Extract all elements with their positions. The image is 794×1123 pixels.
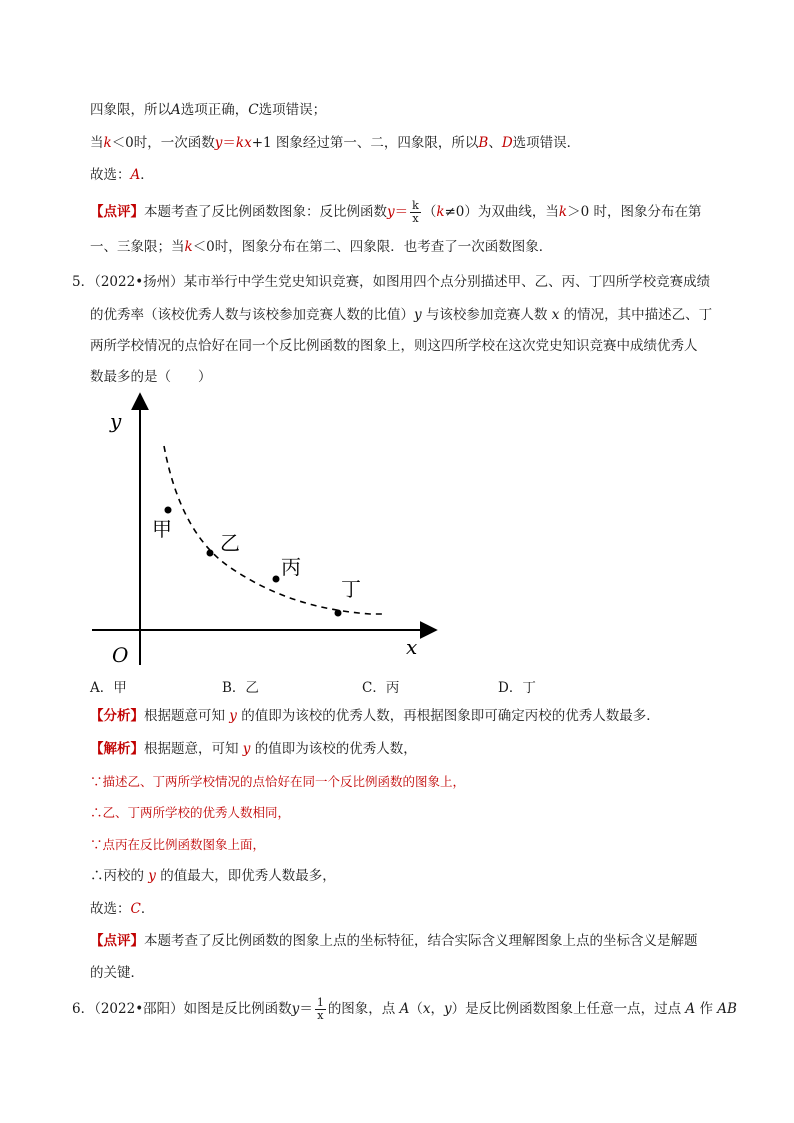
question-5-line (90, 337, 698, 355)
var-A: A (681, 1001, 700, 1017)
analysis-line (90, 707, 660, 725)
text: ∴乙、丁两所学校的优秀人数相同， (90, 805, 291, 820)
var-y: y (414, 307, 422, 323)
question-5-line (72, 273, 710, 291)
text: （ (409, 1001, 423, 1017)
text: 故选： (90, 167, 131, 183)
text: ∵描述乙、丁两所学校情况的点恰好在同一个反比例函数的图象上， (90, 774, 466, 789)
text: 数最多的是（ ） (90, 369, 212, 385)
text: 本题考查了反比例函数图象：反比例函数 (144, 204, 387, 220)
var-x: x (547, 307, 564, 323)
text: 本题考查了反比例函数的图象上点的坐标特征，结合实际含义理解图象上点的坐标含义是解题 (144, 933, 698, 949)
point-yi (207, 550, 214, 557)
origin-label: O (112, 643, 129, 667)
text: 的值即为该校的优秀人数， (254, 741, 417, 757)
text: 作 (699, 1001, 713, 1017)
text-line (90, 166, 154, 184)
var-kx: kx (235, 135, 252, 151)
option-c[interactable]: C．丙 (362, 680, 400, 696)
var-k: k (103, 135, 112, 151)
fraction (315, 997, 326, 1022)
var-y: y (214, 135, 223, 151)
solution-step (90, 836, 265, 854)
var-A: A (395, 1001, 410, 1017)
question-6-line (72, 997, 737, 1022)
fraction-den: x (412, 212, 419, 225)
text: 选项正确， (180, 102, 249, 118)
tag-dianping: 【点评】 (90, 933, 144, 949)
text: +1 图象经过第一、二，四象限，所以 (251, 135, 479, 151)
point-bing (273, 576, 280, 583)
label-jia: 甲 (152, 517, 172, 541)
option-a[interactable]: A．甲 (90, 680, 127, 696)
label-yi: 乙 (220, 531, 240, 555)
var-y: y (291, 1001, 300, 1017)
var-C: C (248, 102, 259, 118)
var-k: k (436, 204, 445, 220)
solution-line (90, 740, 417, 758)
fraction (410, 200, 421, 225)
text: 的值最大，即优秀人数最多， (160, 868, 336, 884)
var-y: y (387, 204, 395, 220)
text: 两所学校情况的点恰好在同一个反比例函数的图象上，则这四所学校在这次党史知识竞赛中成绩优秀人 (90, 338, 698, 354)
y-axis-label: y (110, 409, 122, 433)
text: ）是反比例函数图象上任意一点，过点 (451, 1001, 682, 1017)
text: ． (140, 167, 154, 183)
text: 的情况，其中描述乙、丁 (563, 307, 713, 323)
text-line (90, 101, 326, 119)
var-y: y (144, 868, 161, 884)
solution-step (90, 773, 465, 791)
text: 与该校参加竞赛人数 (421, 307, 548, 323)
var-x: x (422, 1001, 431, 1017)
text: ＜0时，一次函数 (111, 135, 215, 151)
text: 的图象，点 (327, 1001, 396, 1017)
text: ≠0）为双曲线，当 (444, 204, 559, 220)
text: 根据题意，可知 (144, 741, 239, 757)
text: 四象限，所以 (90, 102, 171, 118)
comment-line (90, 932, 698, 950)
text: 当 (90, 135, 104, 151)
tag-jiexi: 【解析】 (90, 741, 144, 757)
text: ＝ (394, 204, 409, 220)
tag-dianping: 【点评】 (90, 204, 144, 220)
comment-line (90, 200, 701, 225)
var-A: A (171, 102, 181, 118)
text-line (90, 238, 552, 256)
var-AB: AB (712, 1001, 737, 1017)
var-k: k (184, 239, 193, 255)
text: 的关键． (90, 965, 144, 981)
var-B: B (478, 135, 489, 151)
text: 5．（2022•扬州）某市举行中学生党史知识竞赛，如图用四个点分别描述甲、乙、丙、丁四所学校竞赛成绩 (72, 274, 711, 290)
option-d[interactable]: D．丁 (498, 680, 536, 696)
text: 一、三象限；当 (90, 239, 185, 255)
var-y: y (238, 741, 255, 757)
text-line (90, 134, 580, 152)
fraction-den: x (317, 1009, 324, 1022)
var-y: y (443, 1001, 452, 1017)
inverse-proportion-graph (80, 390, 450, 675)
var-A: A (130, 167, 141, 183)
solution-step (90, 867, 336, 885)
text: 、 (488, 135, 502, 151)
text: 的值即为该校的优秀人数，再根据图象即可确定丙校的优秀人数最多． (241, 708, 660, 724)
label-bing: 丙 (281, 555, 301, 579)
text: ， (430, 1001, 444, 1017)
text: 根据题意可知 (144, 708, 225, 724)
point-ding (335, 610, 342, 617)
text: （ (422, 204, 437, 220)
text: ∴丙校的 (90, 868, 144, 884)
text: 故选： (90, 901, 131, 917)
label-ding: 丁 (341, 577, 361, 601)
var-k: k (558, 204, 568, 220)
var-D: D (501, 135, 513, 151)
var-y: y (225, 708, 242, 724)
var-C: C (130, 901, 141, 917)
comment-line (90, 964, 144, 982)
text: 6．（2022•邵阳）如图是反比例函数 (72, 1001, 292, 1017)
x-axis-label: x (406, 635, 418, 659)
text: 选项错误． (512, 135, 581, 151)
text: ∵点丙在反比例函数图象上面， (90, 837, 266, 852)
text: ＝ (222, 135, 236, 151)
text: 选项错误； (258, 102, 327, 118)
text: 的优秀率（该校优秀人数与该校参加竞赛人数的比值） (90, 307, 414, 323)
answer-line (90, 900, 154, 918)
point-jia (165, 507, 172, 514)
text: ＞0 时，图象分布在第 (567, 204, 702, 220)
solution-step (90, 804, 290, 822)
tag-fenxi: 【分析】 (90, 708, 144, 724)
text: ． (140, 901, 155, 917)
text: ＝ (299, 1001, 313, 1017)
text: ＜0时，图象分布在第二、四象限．也考查了一次函数图象． (192, 239, 553, 255)
fraction-num: k (412, 199, 419, 212)
question-5-line (90, 368, 212, 386)
fraction-num: 1 (316, 996, 324, 1009)
question-5-line (90, 306, 712, 324)
option-b[interactable]: B．乙 (222, 680, 259, 696)
